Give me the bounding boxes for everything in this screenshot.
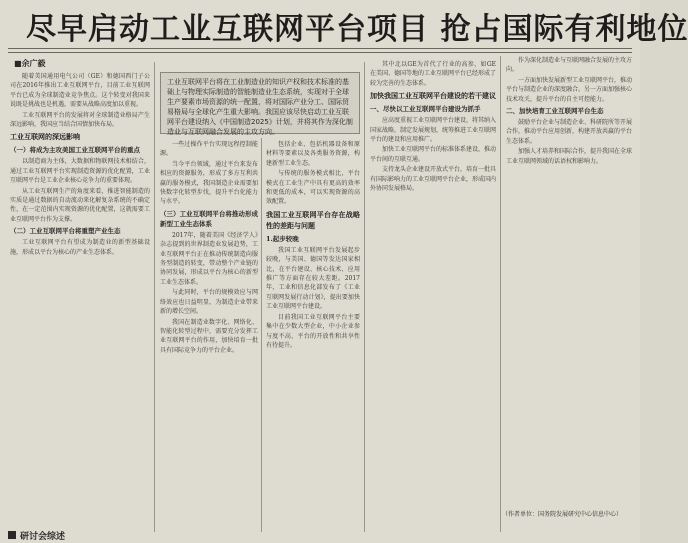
subsection-heading: （二）工业互联网平台将重塑产业生态 <box>10 227 121 236</box>
column-3 <box>266 140 360 525</box>
section-heading: 工业互联网的深远影响 <box>10 133 80 142</box>
section-heading: 我国工业互联网平台存在战略性的差距与问题 <box>266 210 360 230</box>
column-divider <box>154 62 155 532</box>
subsection-heading: 二、加快培育工业互联网平台生态 <box>506 107 604 116</box>
paragraph: 其中北以GE为首代了行业的高参，如GE在美国、德国等地的工业互联网平台已经形成了较为完善的生态体系。 <box>370 61 497 87</box>
column-divider <box>364 62 365 532</box>
paragraph: 包括企业、包括机器设备和原材料等要素以及各类服务资源，构建新型工业生态。 <box>266 141 360 167</box>
paragraph: 目前我国工业互联网平台主要集中在少数大型企业，中小企业参与度不高，平台的开放性和共享性有待提升。 <box>266 313 360 349</box>
paragraph: 加快工业互联网平台的标准体系建设，推动平台间的互联互通。 <box>370 146 497 163</box>
paragraph: 我国在制造业数字化、网络化、智能化转型过程中，需要充分发挥工业互联网平台的作用，加快培育一批具有国际竞争力的平台企业。 <box>160 318 258 354</box>
paragraph: 鼓励平台企业与制造企业、科研院所等开展合作，推动平台应用创新，构建开放共赢的平台生态体系。 <box>506 119 633 145</box>
paragraph: 以制造商为主体，大数据和物联网技术相结合，通过工业互联网平台实现制造资源的优化配置，工业互联网平台是工业企业核心竞争力的重要体现。 <box>10 158 150 185</box>
paragraph: 工业互联网平台有望成为制造业的新型基础设施，形成以平台为核心的产业生态体系。 <box>10 239 150 256</box>
column-divider <box>500 56 501 532</box>
paragraph: 工业互联网平台的发展将对全球制造业格局产生深远影响，我国应当结合国情加快布局。 <box>10 111 150 129</box>
paragraph: 与传统的服务模式相比，平台模式在工业生产中具有更高的效率和更低的成本，可以实现资源的高效配置。 <box>266 170 360 206</box>
footer-section-title: 研讨会综述 <box>20 532 66 542</box>
paragraph: 我国工业互联网平台发展起步较晚，与美国、德国等发达国家相比，在平台建设、核心技术、应用推广等方面存在较大差距。2017年，工业和信息化部发布了《工业互联网发展行动计划》，提出要加快工业互联网平台建设。 <box>266 246 360 311</box>
paragraph: 应高度重视工业互联网平台建设，将其纳入国家战略，制定发展规划，统筹推进工业互联网平台的建设和应用推广。 <box>370 117 497 144</box>
headline-rule <box>8 48 632 49</box>
headline: 尽早启动工业互联网平台项目 抢占国际有利地位 <box>26 12 688 47</box>
subsection-heading: （三）工业互联网平台将推动形成新型工业生态体系 <box>160 209 258 228</box>
subsection-heading: 一、尽快以工业互联网平台建设为抓手 <box>370 105 481 114</box>
section-marker <box>8 531 16 539</box>
paragraph: 2017年，随着美国《经济学人》杂志提到的世界制造业发展趋势，工业互联网平台正在推动传统制造向服务型制造的转变，带动整个产业链的协同发展，形成以平台为核心的新型工业生态体系。 <box>160 231 258 286</box>
paragraph: 一些过操作平台实现远程控制能源。 <box>160 141 258 158</box>
paragraph: 随着美国通用电气公司（GE）和德国西门子公司在2016年推出工业互联网平台，目前工业互联网平台已成为全球制造业竞争焦点。这个转变对我国来说既是挑战也是机遇，需要从战略高度加以重视。 <box>10 73 150 109</box>
paragraph: 从工业互联网生产的角度来看，推进智能制造的实质是通过数据的自动流动来化解复杂系统的不确定性，在一定范围内实现资源的优化配置，这就需要工业互联网平台作为支撑。 <box>10 187 150 223</box>
subsection-heading: 1.起步较晚 <box>266 234 299 243</box>
paragraph: 支持龙头企业建设开放式平台，培育一批具有国际影响力的工业互联网平台企业，形成国内外协同发展格局。 <box>370 166 497 193</box>
author-byline: ■余广毅 <box>14 59 46 68</box>
column-4 <box>370 60 496 525</box>
lead-box: 工业互联网平台将在工业制造业的知识产权和技术标准的基础上与物理实际制造的智能制造业生态系统，实现对于全球生产要素市场资源的统一配置，将对国际产业分工、国际贸易格局与全球化产生重大影响。我国应该尽快启动工业互联网平台建设纳入《中国制造2025》计划，并将其作为深化制造业与互联网融合发展的主攻方向。 <box>160 72 360 134</box>
column-5 <box>506 56 632 506</box>
paragraph: 作为深化制造业与互联网融合发展的主攻方向。 <box>506 57 633 74</box>
column-2 <box>160 140 258 525</box>
paragraph: 加强人才培养和国际合作，提升我国在全球工业互联网领域的话语权和影响力。 <box>506 148 633 165</box>
author-affiliation: （作者单位：国务院发展研究中心信息中心） <box>501 511 622 518</box>
headline-rule-secondary <box>8 52 632 53</box>
paragraph: 与此同时，平台的规模效应与网络效应也日益明显，为制造企业带来新的增长空间。 <box>160 289 258 316</box>
column-1 <box>10 72 150 527</box>
section-heading: 加快我国工业互联网平台建设的若干建议 <box>370 92 496 101</box>
column-divider <box>261 138 262 532</box>
subsection-heading: （一）将成为主攻美国工业互联网平台的重点 <box>10 146 140 155</box>
paragraph: 一方面加快发展新型工业互联网平台，推动平台与制造企业的深度融合。另一方面加强核心技术攻关，提升平台的自主可控能力。 <box>506 76 633 103</box>
paragraph: 当今平台领域，通过平台来发布相应的资源服务，形成了多方互利共赢的服务模式，我国制造企业需要加快数字化转型步伐，提升平台化能力与水平。 <box>160 160 258 206</box>
